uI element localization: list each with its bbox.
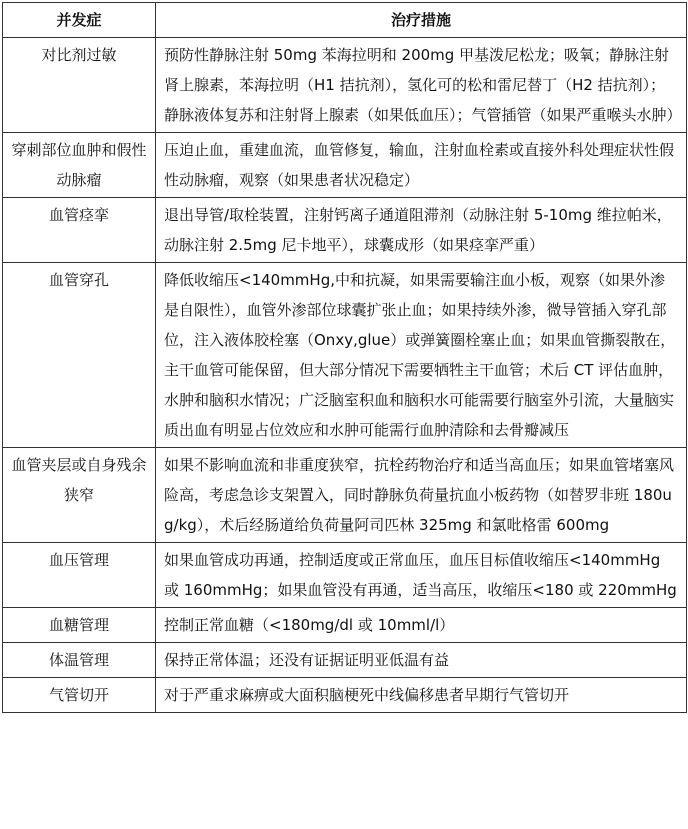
complication-cell: 血糖管理 — [3, 608, 156, 643]
table-row — [3, 133, 687, 198]
header-treatment: 治疗措施 — [156, 3, 687, 38]
table-row — [3, 448, 687, 543]
table-row — [3, 678, 687, 713]
treatment-cell: 如果不影响血流和非重度狭窄，抗栓药物治疗和适当高血压；如果血管堵塞风险高，考虑急诊支架置入，同时静脉负荷量抗血小板药物（如替罗非班 180ug/kg），术后经肠道给负荷量阿司匹林 325mg 和氯吡格雷 600mg — [156, 448, 687, 543]
table-row — [3, 643, 687, 678]
table-row — [3, 263, 687, 448]
treatment-cell: 预防性静脉注射 50mg 苯海拉明和 200mg 甲基泼尼松龙；吸氧；静脉注射肾上腺素，苯海拉明（H1 拮抗剂），氢化可的松和雷尼替丁（H2 拮抗剂）；静脉液体复苏和注射肾上腺素（如果低血压）；气管插管（如果严重喉头水肿） — [156, 38, 687, 133]
treatment-cell: 控制正常血糖（<180mg/dl 或 10mml/l） — [156, 608, 687, 643]
table-row — [3, 198, 687, 263]
complication-cell: 对比剂过敏 — [3, 38, 156, 133]
treatment-cell: 保持正常体温；还没有证据证明亚低温有益 — [156, 643, 687, 678]
complication-cell: 血压管理 — [3, 543, 156, 608]
treatment-cell: 降低收缩压<140mmHg,中和抗凝，如果需要输注血小板，观察（如果外渗是自限性），血管外渗部位球囊扩张止血；如果持续外渗，微导管插入穿孔部位，注入液体胶栓塞（Onxy,glue）或弹簧圈栓塞止血；如果血管撕裂散在，主干血管可能保留，但大部分情况下需要牺牲主干血管；术后 CT 评估血肿，水肿和脑积水情况；广泛脑室积血和脑积水可能需要行脑室外引流，大量脑实质出血有明显占位效应和水肿可能需行血肿清除和去骨瓣减压 — [156, 263, 687, 448]
header-complication: 并发症 — [3, 3, 156, 38]
complication-cell: 血管夹层或自身残余狭窄 — [3, 448, 156, 543]
table-row — [3, 38, 687, 133]
complication-cell: 血管痉挛 — [3, 198, 156, 263]
header-row — [3, 3, 687, 38]
complications-table — [2, 2, 687, 713]
table-row — [3, 543, 687, 608]
table-row — [3, 608, 687, 643]
treatment-cell: 压迫止血，重建血流，血管修复，输血，注射血栓素或直接外科处理症状性假性动脉瘤，观察（如果患者状况稳定） — [156, 133, 687, 198]
treatment-cell: 如果血管成功再通，控制适度或正常血压，血压目标值收缩压<140mmHg 或 160mmHg；如果血管没有再通，适当高压，收缩压<180 或 220mmHg — [156, 543, 687, 608]
complication-cell: 体温管理 — [3, 643, 156, 678]
complication-cell: 气管切开 — [3, 678, 156, 713]
complication-cell: 血管穿孔 — [3, 263, 156, 448]
treatment-cell: 退出导管/取栓装置，注射钙离子通道阻滞剂（动脉注射 5-10mg 维拉帕米，动脉注射 2.5mg 尼卡地平），球囊成形（如果痉挛严重） — [156, 198, 687, 263]
treatment-cell: 对于严重求麻痹或大面积脑梗死中线偏移患者早期行气管切开 — [156, 678, 687, 713]
complication-cell: 穿刺部位血肿和假性动脉瘤 — [3, 133, 156, 198]
